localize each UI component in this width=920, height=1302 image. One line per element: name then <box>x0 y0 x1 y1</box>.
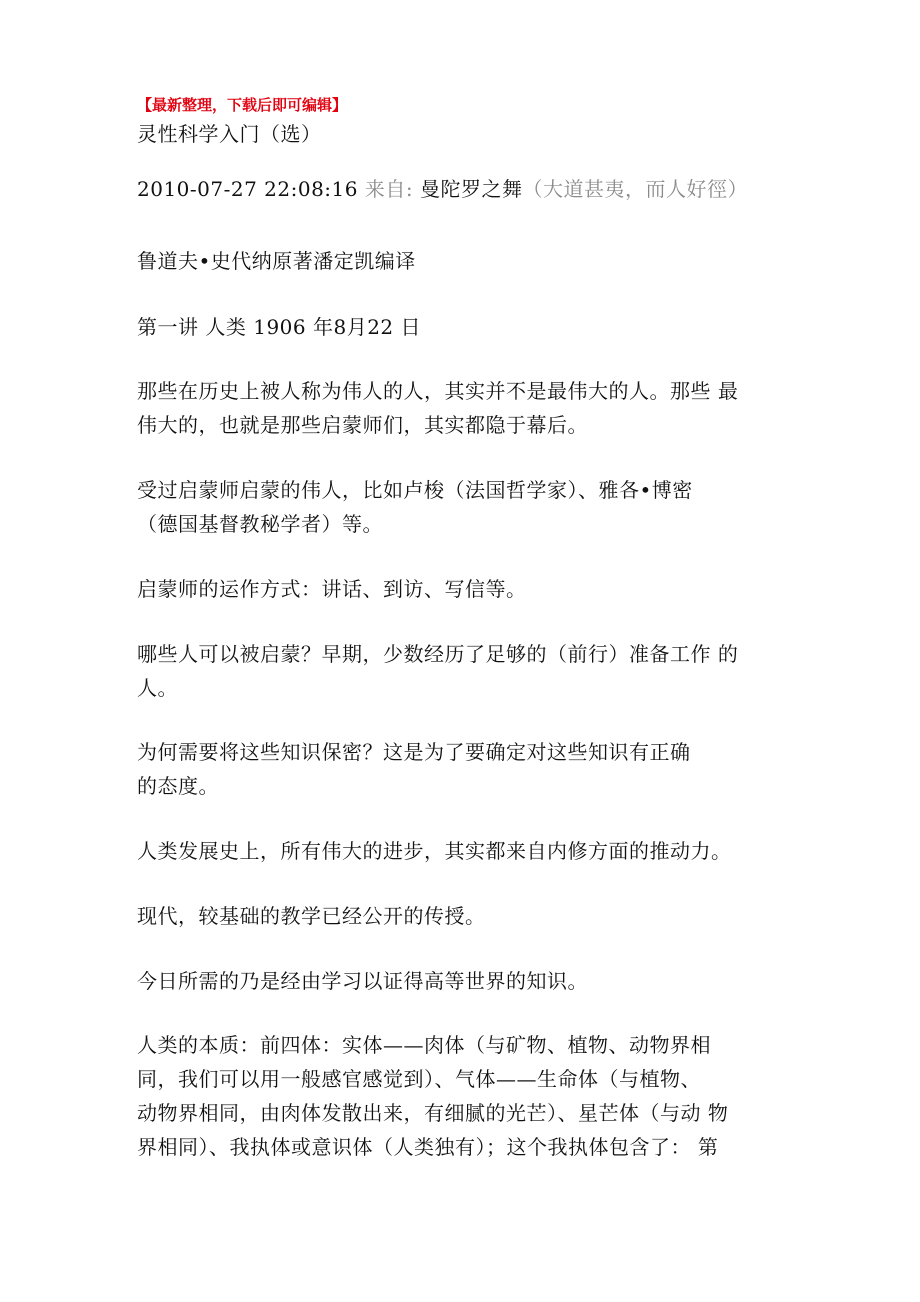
paragraph-line: 伟大的，也就是那些启蒙师们，其实都隐于幕后。 <box>137 413 588 437</box>
paragraph-line: 的态度。 <box>137 774 219 798</box>
paragraph-line: 为何需要将这些知识保密？这是为了要确定对这些知识有正确 <box>137 740 691 764</box>
author-line: 鲁道夫•史代纳原著潘定凯编译 <box>137 249 416 273</box>
source-motto: （大道甚夷，而人好徑） <box>522 177 748 201</box>
paragraph-line: 人。 <box>137 676 178 700</box>
paragraph-line: 现代，较基础的教学已经公开的传授。 <box>137 904 486 928</box>
paragraph-line: 动物界相同，由肉体发散出来，有细腻的光芒）、星芒体（与动 物 <box>137 1101 729 1125</box>
header-note: 【最新整理，下载后即可编辑】 <box>137 96 348 114</box>
paragraph-line: 受过启蒙师启蒙的伟人，比如卢梭（法国哲学家）、雅各•博密 <box>137 478 693 502</box>
paragraph-line: 哪些人可以被启蒙？早期，少数经历了足够的（前行）准备工作 的 <box>137 642 739 666</box>
paragraph-line: 启蒙师的运作方式：讲话、到访、写信等。 <box>137 577 527 601</box>
lecture-heading: 第一讲 人类 1906 年8月22 日 <box>137 315 422 339</box>
paragraph-line: （德国基督教秘学者）等。 <box>137 512 383 536</box>
paragraph-line: 同，我们可以用一般感官感觉到）、气体——生命体（与植物、 <box>137 1067 701 1091</box>
paragraph-line: 人类发展史上，所有伟大的进步，其实都来自内修方面的推动力。 <box>137 839 732 863</box>
paragraph-line: 那些在历史上被人称为伟人的人，其实并不是最伟大的人。那些 最 <box>137 379 739 403</box>
source-name: 曼陀罗之舞 <box>419 177 523 201</box>
paragraph-line: 今日所需的乃是经由学习以证得高等世界的知识。 <box>137 969 588 993</box>
paragraph-line: 人类的本质：前四体：实体——肉体（与矿物、植物、动物界相 <box>137 1033 711 1057</box>
post-datetime: 2010-07-27 22:08:16 <box>137 177 358 201</box>
paragraph-line: 界相同）、我执体或意识体（人类独有）；这个我执体包含了： 第 <box>137 1135 719 1159</box>
from-label: 来自: <box>364 177 414 201</box>
meta-line <box>137 176 748 202</box>
document-title: 灵性科学入门（选） <box>137 122 322 146</box>
